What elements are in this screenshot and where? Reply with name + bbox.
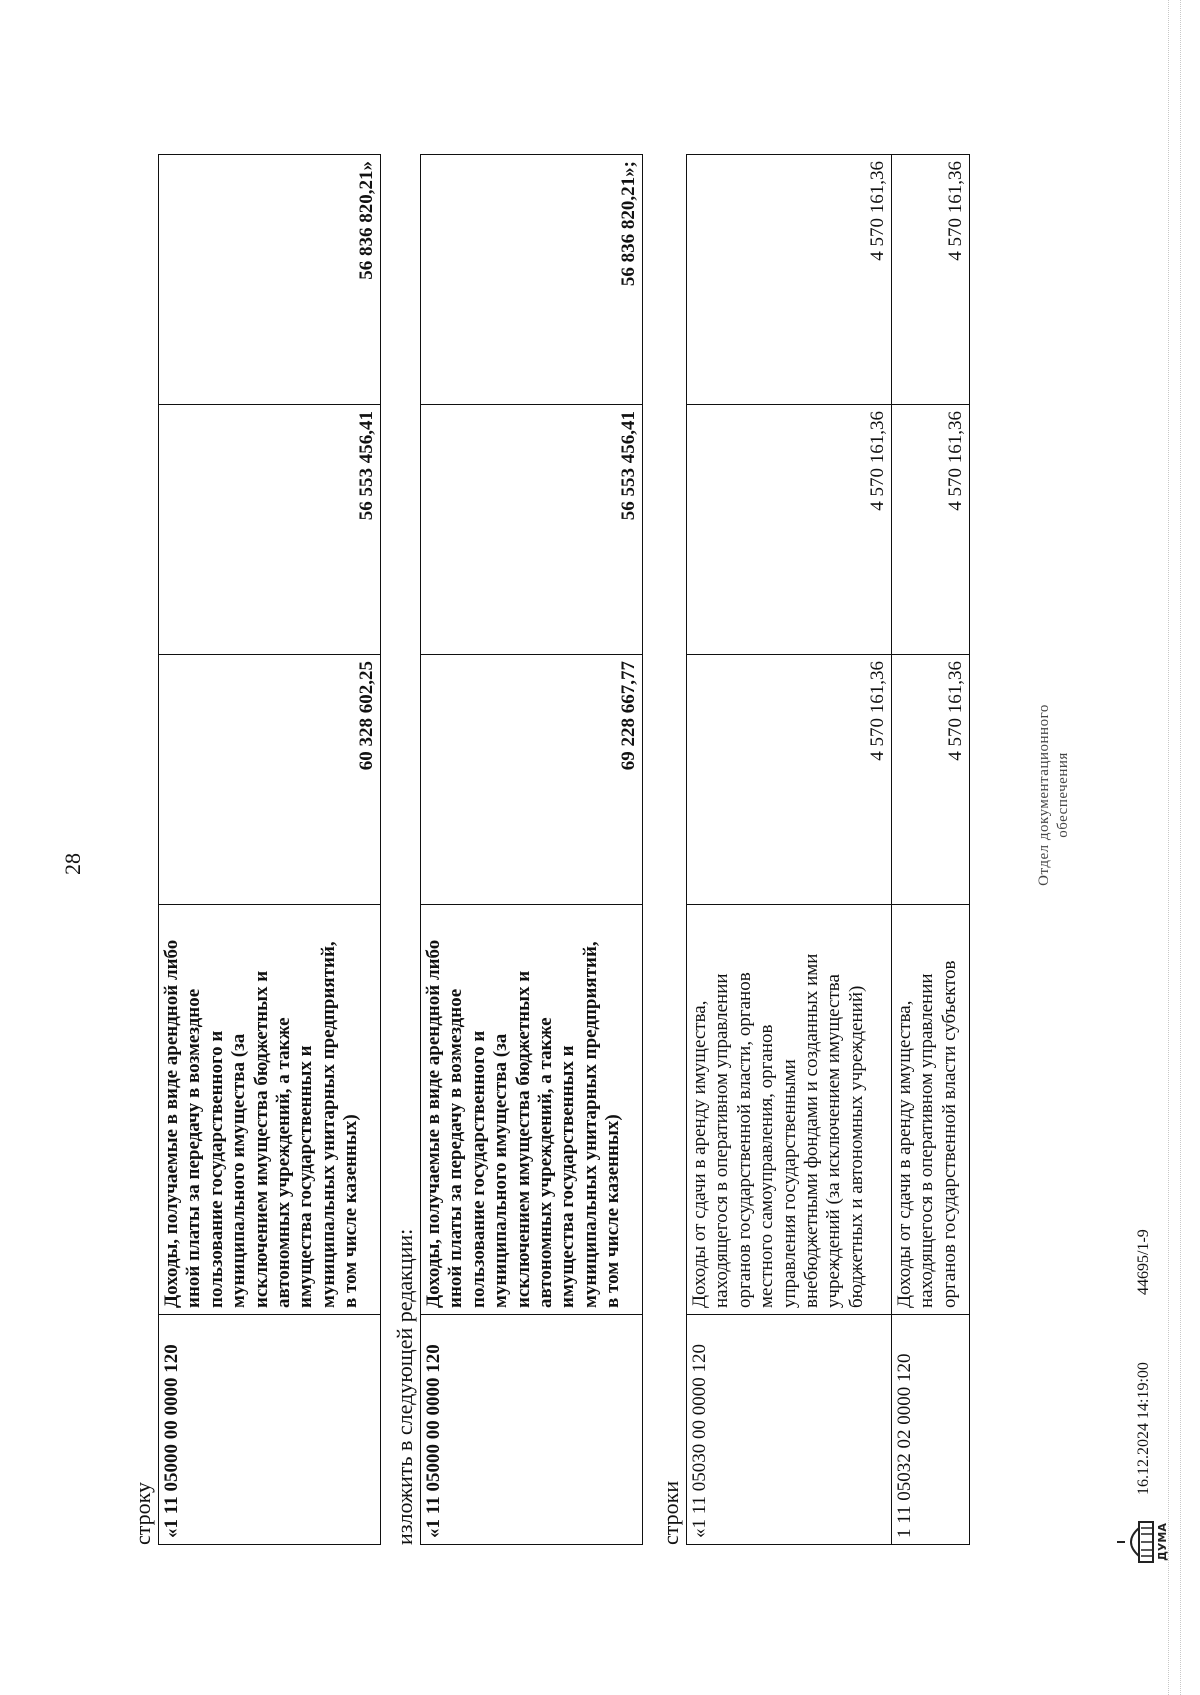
- table-row: [159, 155, 381, 1545]
- phrase-stroku: строку: [130, 1481, 155, 1545]
- table-row: [892, 155, 970, 1545]
- value-year-1: 4 570 161,36: [892, 655, 970, 905]
- income-description: Доходы, получаемые в виде арендной либо иной платы за передачу в возмездное пользование государственного и муниципального имущества (за исключением имущества бюджетных и автономных учреждений, а также имущества государственных и муниципальных унитарных предприятий, в том числе казенных): [159, 905, 381, 1315]
- value-year-2: 4 570 161,36: [892, 405, 970, 655]
- logo-caption: ДУМА: [1156, 1523, 1169, 1561]
- phrase-izlozhit: изложить в следующей редакции:: [392, 1228, 417, 1545]
- budget-code: «1 11 05000 00 0000 120: [421, 1315, 643, 1545]
- value-year-2: 4 570 161,36: [687, 405, 892, 655]
- duma-logo-icon: [1115, 1514, 1171, 1570]
- table-rows-group: [686, 154, 970, 1545]
- income-description: Доходы от сдачи в аренду имущества, находящегося в оперативном управлении органов государственной власти субъектов: [892, 905, 970, 1315]
- value-year-1: 69 228 667,77: [421, 655, 643, 905]
- income-description: Доходы от сдачи в аренду имущества, находящегося в оперативном управлении органов государственной власти, органов местного самоуправления, органов управления государственными внебюджетными фондами и созданных ими учреждений (за исключением имущества бюджетных и автономных учреждений): [687, 905, 892, 1315]
- table-row: [421, 155, 643, 1545]
- budget-code: 1 11 05032 02 0000 120: [892, 1315, 970, 1545]
- budget-code: «1 11 05000 00 0000 120: [159, 1315, 381, 1545]
- budget-code: «1 11 05030 00 0000 120: [687, 1315, 892, 1545]
- value-year-1: 60 328 602,25: [159, 655, 381, 905]
- table-old-row: [158, 154, 381, 1545]
- value-year-3: 4 570 161,36: [892, 155, 970, 405]
- phrase-stroki: строки: [658, 1480, 683, 1545]
- footer-timestamp: 16.12.2024 14:19:00: [1135, 1362, 1152, 1495]
- value-year-3: 56 836 820,21»;: [421, 155, 643, 405]
- page-number: 28: [60, 853, 85, 875]
- table-row: [687, 155, 892, 1545]
- table-new-row: [420, 154, 643, 1545]
- footer-doc-id: 44695/1-9: [1135, 1229, 1152, 1295]
- value-year-3: 56 836 820,21»: [159, 155, 381, 405]
- stamp-line-2: обеспечения: [1054, 752, 1071, 838]
- value-year-3: 4 570 161,36: [687, 155, 892, 405]
- value-year-2: 56 553 456,41: [421, 405, 643, 655]
- value-year-2: 56 553 456,41: [159, 405, 381, 655]
- value-year-1: 4 570 161,36: [687, 655, 892, 905]
- income-description: Доходы, получаемые в виде арендной либо иной платы за передачу в возмездное пользование государственного и муниципального имущества (за исключением имущества бюджетных и автономных учреждений, а также имущества государственных и муниципальных унитарных предприятий, в том числе казенных): [421, 905, 643, 1315]
- stamp-line-1: Отдел документационного: [1036, 704, 1052, 886]
- department-stamp: [1035, 675, 1073, 915]
